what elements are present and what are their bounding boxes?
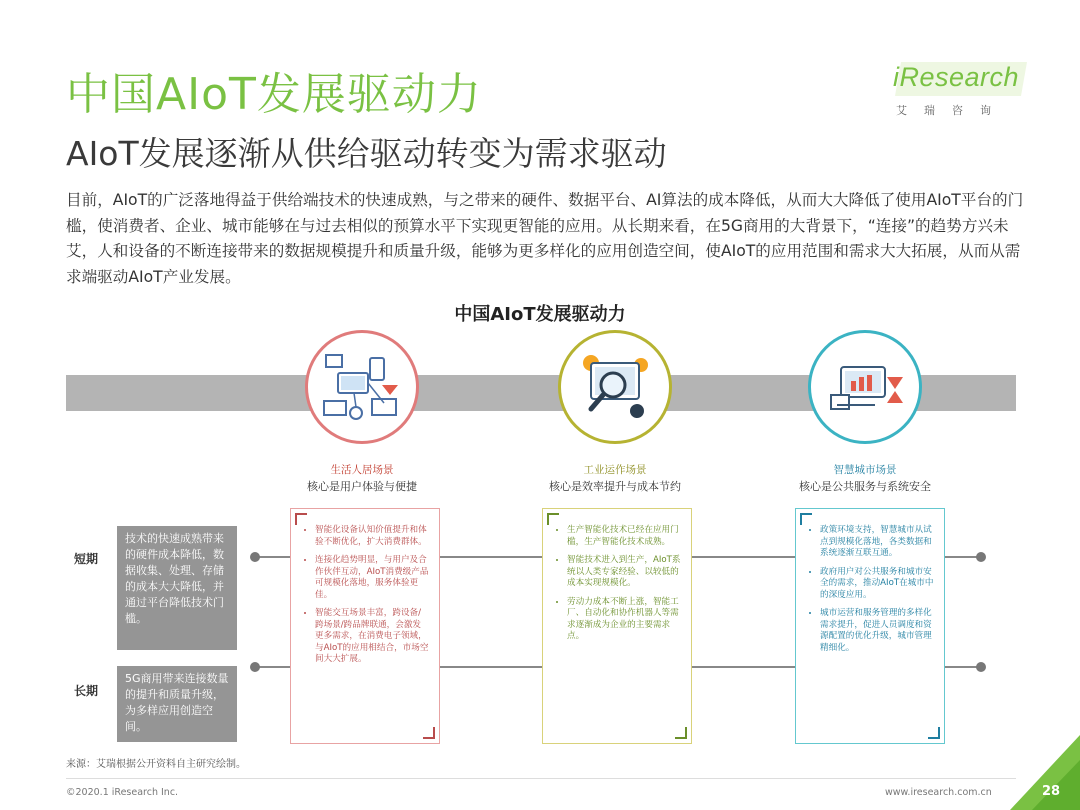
page-title: 中国AIoT发展驱动力 — [66, 69, 482, 120]
long-term-start-dot — [250, 662, 260, 672]
supply-driver-box: 技术的快速成熟带来的硬件成本降低，数据收集、处理、存储的成本大大降低，并通过平台降低技术门槛。 — [117, 526, 237, 650]
city-dashboard-icon — [808, 330, 922, 444]
website-link[interactable]: www.iresearch.com.cn — [885, 787, 992, 798]
scenario-subtitle-industry: 核心是效率提升与成本节约 — [549, 480, 681, 493]
home-card-point: • 连接化趋势明显，与用户及合作伙伴互动，AIoT消费级产品可规模化落地，服务体验更佳。 — [315, 555, 429, 601]
smart-home-devices-icon — [305, 330, 419, 444]
page-subtitle: AIoT发展逐渐从供给驱动转变为需求驱动 — [66, 134, 667, 173]
short-term-start-dot — [250, 552, 260, 562]
long-term-end-dot — [976, 662, 986, 672]
industry-card-point: • 劳动力成本不断上涨，智能工厂、自动化和协作机器人等需求逐渐成为企业的主要需求点。 — [567, 597, 681, 643]
page-number: 28 — [1042, 784, 1061, 799]
city-card-point: • 城市运营和服务管理的多样化需求提升，促进人员调度和资源配置的优化升级，城市管理精细化。 — [820, 608, 934, 654]
copyright: ©2020.1 iResearch Inc. — [66, 787, 179, 798]
short-term-label: 短期 — [74, 552, 99, 566]
logo-subtext: 艾瑞咨询 — [896, 104, 1008, 117]
industry-card-point: • 智能技术进入到生产，AIoT系统以人类专家经验、以较低的成本实现规模化。 — [567, 555, 681, 590]
home-card-point: • 智能化设备认知价值提升和体验不断优化，扩大消费群体。 — [315, 525, 429, 548]
scenario-subtitle-city: 核心是公共服务与系统安全 — [799, 480, 931, 493]
short-term-end-dot — [976, 552, 986, 562]
home-card-point: • 智能交互场景丰富，跨设备/跨场景/跨品牌联通，会激发更多需求，在消费电子领域，与AIoT的应用相结合，市场空间大大扩展。 — [315, 608, 429, 666]
logo-text: iResearch — [893, 62, 1020, 92]
scenario-title-city: 智慧城市场景 — [833, 464, 897, 476]
city-card-point: • 政策环境支持，智慧城市从试点到规模化落地，各类数据和系统逐渐互联互通。 — [820, 525, 934, 560]
intro-paragraph: 目前，AIoT的广泛落地得益于供给端技术的快速成熟，与之带来的硬件、数据平台、AI算法的成本降低，从而大大降低了使用AIoT平台的门槛，使消费者、企业、城市能够在与过去相似的预算水平下实现更智能的应用。从长期来看，在5G商用的大背景下，“连接”的趋势方兴未艾，人和设备的不断连接带来的数据规模提升和质量升级，能够为更多样化的应用创造空间，使AIoT的应用范围和需求大大拓展，从而从需求端驱动AIoT产业发展。 — [66, 191, 1024, 286]
home-scenario-card — [290, 508, 440, 744]
industry-card-point: • 生产智能化技术已经在应用门槛，生产智能化技术成熟。 — [567, 525, 681, 548]
scenario-title-home: 生活人居场景 — [330, 464, 394, 476]
footer-divider — [66, 778, 1016, 779]
demand-driver-box: 5G商用带来连接数量的提升和质量升级，为多样应用创造空间。 — [117, 666, 237, 742]
scenario-title-industry: 工业运作场景 — [583, 464, 647, 476]
industry-scenario-card — [542, 508, 692, 744]
scenario-subtitle-home: 核心是用户体验与便捷 — [307, 480, 417, 493]
long-term-label: 长期 — [74, 684, 99, 698]
source-note: 来源：艾瑞根据公开资料自主研究绘制。 — [66, 759, 246, 770]
city-scenario-card — [795, 508, 945, 744]
industrial-analysis-icon — [558, 330, 672, 444]
city-card-point: • 政府用户对公共服务和城市安全的需求，推动AIoT在城市中的深度应用。 — [820, 567, 934, 602]
diagram-title: 中国AIoT发展驱动力 — [454, 304, 626, 325]
iresearch-logo — [893, 60, 1033, 122]
